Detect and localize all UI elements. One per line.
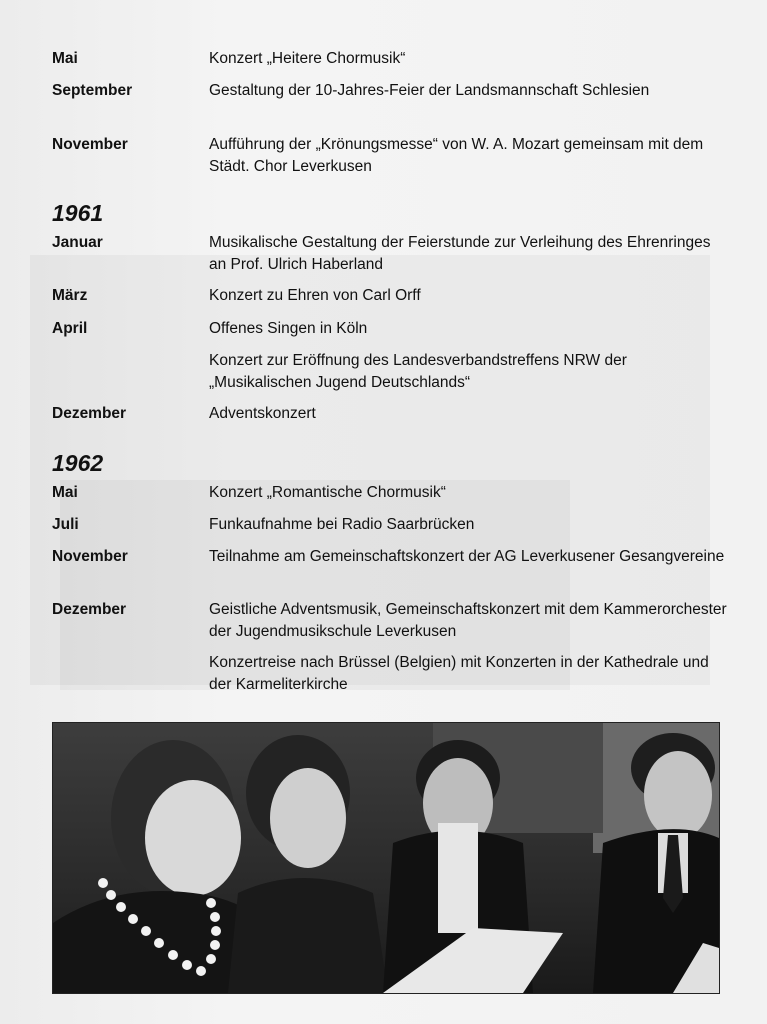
entry-description: Teilnahme am Gemeinschaftskonzert der AG Leverkusener Gesangvereine (209, 548, 725, 565)
entry-month: März (52, 287, 88, 304)
entry-description: Offenes Singen in Köln (209, 320, 368, 337)
entry-description: Geistliche Adventsmusik, Gemeinschaftskonzert mit dem Kammerorchester der Jugendmusikschule Leverkusen (209, 601, 727, 640)
entry-month: Juli (52, 516, 79, 533)
entry-description: Musikalische Gestaltung der Feierstunde zur Verleihung des Ehrenringes an Prof. Ulrich Haberland (209, 234, 711, 273)
entry-description: Adventskonzert (209, 405, 316, 422)
entry-description: Gestaltung der 10-Jahres-Feier der Landsmannschaft Schlesien (209, 82, 650, 99)
entry-description: Konzert zu Ehren von Carl Orff (209, 287, 421, 304)
entry-description: Konzert zur Eröffnung des Landesverbandstreffens NRW der „Musikalischen Jugend Deutschlands“ (209, 352, 627, 391)
year-heading: 1962 (52, 450, 104, 476)
entry-month: Dezember (52, 405, 127, 422)
entry-month: November (52, 548, 128, 565)
photo-illustration-icon (53, 723, 719, 993)
entry-description: Konzertreise nach Brüssel (Belgien) mit Konzerten in der Kathedrale und der Karmeliterkirche (209, 654, 709, 693)
entry-description: Aufführung der „Krönungsmesse“ von W. A. Mozart gemeinsam mit dem Städt. Chor Leverkusen (209, 136, 704, 175)
entry-month: Dezember (52, 601, 127, 618)
entry-month: Mai (52, 484, 78, 501)
entry-month: Januar (52, 234, 103, 251)
entry-description: Konzert „Heitere Chormusik“ (209, 50, 406, 67)
entry-description: Konzert „Romantische Chormusik“ (209, 484, 446, 501)
entry-month: April (52, 320, 88, 337)
entry-month: November (52, 136, 128, 153)
entry-month: Mai (52, 50, 78, 67)
entry-description: Funkaufnahme bei Radio Saarbrücken (209, 516, 475, 533)
entry-month: September (52, 82, 133, 99)
choir-singers-photo (52, 722, 720, 994)
year-heading: 1961 (52, 200, 104, 226)
